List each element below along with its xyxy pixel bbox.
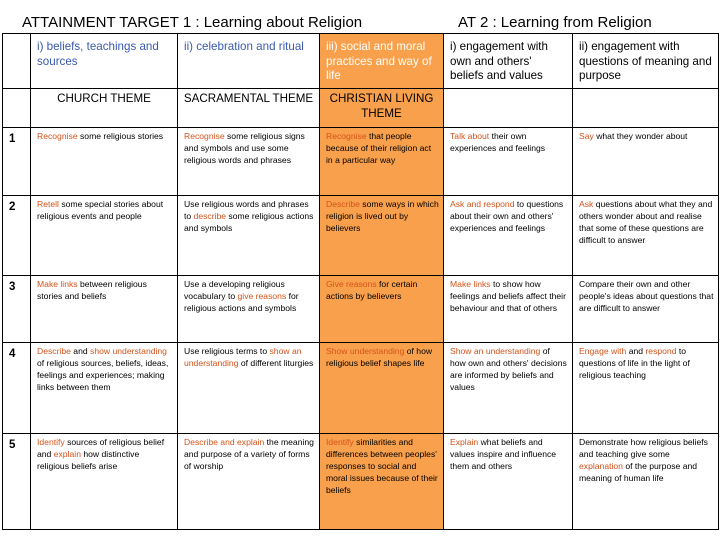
- keyword-text: Ask and respond: [450, 199, 515, 209]
- keyword-text: Show an understanding: [450, 346, 541, 356]
- descriptor-text: what they wonder about: [593, 131, 688, 141]
- keyword-text: Retell: [37, 199, 59, 209]
- keyword-text: Describe: [37, 346, 71, 356]
- theme-blank-cell: [573, 89, 719, 128]
- level-number: 1: [3, 128, 31, 196]
- attainment-table: [2, 33, 719, 530]
- descriptor-text: of how religious belief shapes life: [326, 346, 433, 368]
- descriptor-text: to show how feelings and beliefs affect their behaviour and that of others: [450, 279, 566, 313]
- descriptor-cell: [178, 434, 320, 530]
- at1-title: ATTAINMENT TARGET 1 : Learning about Religion: [22, 14, 363, 31]
- theme-sacramental: SACRAMENTAL THEME: [178, 89, 320, 128]
- keyword-text: Show understanding: [326, 346, 405, 356]
- descriptor-cell: [178, 196, 320, 276]
- descriptor-text: to questions of life in the light of religious teaching: [579, 346, 690, 380]
- descriptor-text: some ways in which religion is lived out by believers: [326, 199, 439, 233]
- descriptor-text: some special stories about religious events and people: [37, 199, 164, 221]
- descriptor-text: of the purpose and meaning of human life: [579, 460, 698, 483]
- keyword-text: Make links: [37, 279, 78, 289]
- descriptor-text: some religious signs and symbols and use some religious words and phrases: [184, 131, 305, 165]
- descriptor-text: similarities and differences between peoples' responses to social and moral issues because of their beliefs: [326, 437, 438, 495]
- descriptor-cell: [573, 343, 719, 434]
- theme-blank-cell: [444, 89, 573, 128]
- theme-church: CHURCH THEME: [31, 89, 178, 128]
- descriptor-text: that people because of their religion act in a particular way: [326, 131, 432, 165]
- keyword-text: Recognise: [184, 131, 225, 141]
- level-row: [3, 434, 719, 530]
- descriptor-cell: [444, 343, 573, 434]
- descriptor-cell: [573, 276, 719, 343]
- keyword-text: Identify: [37, 437, 65, 447]
- descriptor-text: Compare their own and other people's ideas about questions that are difficult to answer: [579, 279, 714, 313]
- descriptor-text: and: [70, 346, 91, 356]
- descriptor-text: of different liturgies: [238, 357, 314, 368]
- descriptor-cell: [320, 196, 444, 276]
- keyword-text: Identify: [326, 437, 354, 447]
- descriptor-text: questions about what they and others wonder about and realise that some of these questions are difficult to answer: [579, 199, 713, 245]
- descriptor-cell: [320, 434, 444, 530]
- theme-christian-living: CHRISTIAN LIVING THEME: [320, 89, 444, 128]
- corner-cell: [3, 34, 31, 89]
- column-header-engagement-beliefs: i) engagement with own and others' beliefs and values: [444, 34, 573, 89]
- keyword-text: Say: [579, 131, 594, 141]
- descriptor-cell: [444, 276, 573, 343]
- column-header-engagement-meaning: ii) engagement with questions of meaning and purpose: [573, 34, 719, 89]
- descriptor-text: some religious stories: [77, 131, 164, 141]
- keyword-text: explanation: [579, 460, 623, 471]
- keyword-text: Describe and explain: [184, 437, 265, 447]
- keyword-text: Describe: [326, 199, 360, 209]
- descriptor-cell: [31, 434, 178, 530]
- column-header-row: [3, 34, 719, 89]
- descriptor-cell: [320, 128, 444, 196]
- descriptor-text: some religious actions and symbols: [184, 210, 314, 233]
- descriptor-text: between religious stories and beliefs: [37, 279, 147, 301]
- at2-title: AT 2 : Learning from Religion: [458, 14, 652, 31]
- level-row: [3, 276, 719, 343]
- level-row: [3, 343, 719, 434]
- descriptor-cell: [444, 434, 573, 530]
- theme-row: [3, 89, 719, 128]
- keyword-text: Recognise: [326, 131, 367, 141]
- descriptor-text: sources of religious belief and: [37, 437, 165, 459]
- descriptor-cell: [573, 128, 719, 196]
- descriptor-text: Use religious terms to: [184, 346, 270, 356]
- descriptor-cell: [31, 343, 178, 434]
- keyword-text: Recognise: [37, 131, 78, 141]
- descriptor-cell: [31, 276, 178, 343]
- descriptor-cell: [573, 434, 719, 530]
- level-number: 2: [3, 196, 31, 276]
- level-row: [3, 128, 719, 196]
- descriptor-text: how distinctive religious beliefs arise: [37, 448, 140, 471]
- descriptor-text: of religious sources, beliefs, ideas, feelings and experiences; making links between them: [37, 357, 169, 392]
- descriptor-cell: [444, 196, 573, 276]
- keyword-text: Engage with: [579, 346, 627, 356]
- descriptor-text: their own experiences and feelings: [450, 131, 546, 153]
- descriptor-text: Use religious words and phrases to: [184, 199, 309, 221]
- level-row: [3, 196, 719, 276]
- keyword-text: show an understanding: [184, 346, 302, 368]
- level-number: 3: [3, 276, 31, 343]
- descriptor-text: the meaning and purpose of a variety of forms of worship: [184, 437, 314, 471]
- descriptor-cell: [444, 128, 573, 196]
- keyword-text: explain: [53, 448, 81, 459]
- keyword-text: Make links: [450, 279, 491, 289]
- column-header-beliefs: i) beliefs, teachings and sources: [31, 34, 178, 89]
- keyword-text: give reasons: [237, 290, 287, 301]
- descriptor-cell: [573, 196, 719, 276]
- keyword-text: describe: [193, 210, 227, 221]
- keyword-text: Give reasons: [326, 279, 377, 289]
- descriptor-cell: [178, 128, 320, 196]
- descriptor-text: Use a developing religious vocabulary to: [184, 279, 285, 301]
- descriptor-text: and: [626, 346, 646, 356]
- column-header-celebration: ii) celebration and ritual: [178, 34, 320, 89]
- descriptor-cell: [178, 276, 320, 343]
- keyword-text: Ask: [579, 199, 594, 209]
- descriptor-text: to questions about their own and others' experiences and feelings: [450, 199, 564, 233]
- column-header-social-moral: iii) social and moral practices and way of life: [320, 34, 444, 89]
- theme-blank-cell: [3, 89, 31, 128]
- keyword-text: Explain: [450, 437, 479, 447]
- descriptor-cell: [320, 276, 444, 343]
- descriptor-cell: [31, 196, 178, 276]
- keyword-text: respond: [645, 346, 677, 356]
- descriptor-text: what beliefs and values inspire and influence them and others: [450, 437, 557, 471]
- descriptor-text: for religious actions and symbols: [184, 290, 299, 313]
- descriptor-text: for certain actions by believers: [326, 279, 418, 301]
- descriptor-cell: [320, 343, 444, 434]
- keyword-text: Talk about: [450, 131, 490, 141]
- descriptor-cell: [178, 343, 320, 434]
- descriptor-text: of how own and others' decisions are informed by beliefs and values: [450, 346, 567, 392]
- keyword-text: show understanding: [90, 346, 167, 356]
- level-number: 5: [3, 434, 31, 530]
- level-number: 4: [3, 343, 31, 434]
- descriptor-text: Demonstrate how religious beliefs and teaching give some: [579, 437, 708, 459]
- descriptor-cell: [31, 128, 178, 196]
